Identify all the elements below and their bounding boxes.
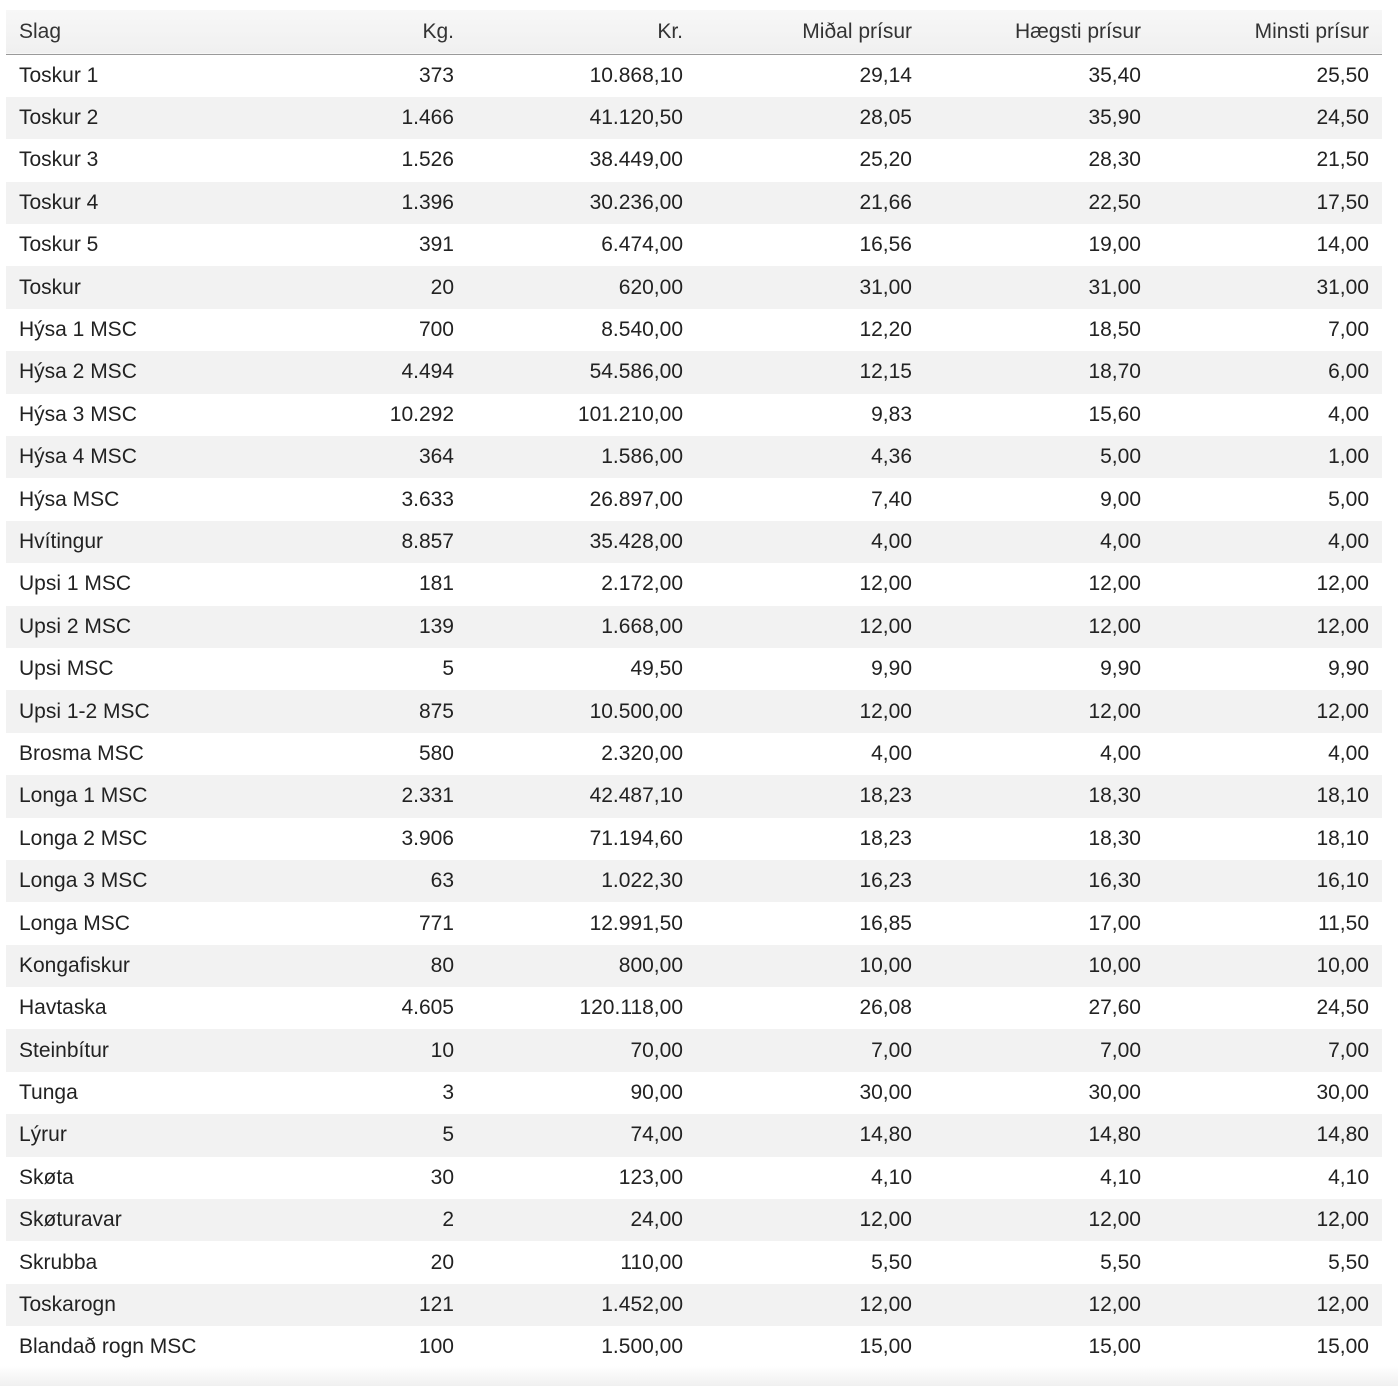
cell-kr: 35.428,00	[589, 529, 683, 553]
cell-kg: 181	[418, 572, 454, 596]
cell-highest-price: 27,60	[1088, 996, 1141, 1020]
cell-kg: 700	[418, 318, 454, 342]
table-row	[6, 1072, 1382, 1114]
cell-kg: 100	[418, 1335, 454, 1359]
cell-highest-price: 12,00	[1088, 614, 1141, 638]
cell-kg: 875	[418, 699, 454, 723]
cell-kg: 1.466	[401, 106, 454, 130]
cell-highest-price: 18,70	[1088, 360, 1141, 384]
cell-highest-price: 12,00	[1088, 1293, 1141, 1317]
cell-kr: 1.586,00	[601, 445, 683, 469]
table-row	[6, 309, 1382, 351]
cell-highest-price: 14,80	[1088, 1123, 1141, 1147]
cell-highest-price: 17,00	[1088, 911, 1141, 935]
cell-kg: 5	[442, 1123, 454, 1147]
cell-average-price: 12,00	[859, 699, 912, 723]
column-header-highest-price[interactable]: Hægsti prísur	[1014, 19, 1141, 43]
cell-kg: 5	[442, 657, 454, 681]
cell-average-price: 9,83	[871, 402, 912, 426]
cell-kg: 771	[418, 911, 454, 935]
cell-highest-price: 19,00	[1088, 233, 1141, 257]
table-row	[6, 97, 1382, 139]
cell-kr: 101.210,00	[577, 402, 683, 426]
cell-slag: Kongafiskur	[19, 953, 130, 977]
cell-lowest-price: 11,50	[1318, 911, 1369, 935]
cell-highest-price: 28,30	[1088, 148, 1141, 172]
cell-kr: 1.022,30	[601, 869, 683, 893]
table-row	[6, 818, 1382, 860]
cell-lowest-price: 1,00	[1328, 445, 1369, 469]
cell-kg: 20	[430, 275, 454, 299]
cell-kg: 364	[418, 445, 454, 469]
table-row	[6, 690, 1382, 732]
column-header-kr[interactable]: Kr.	[657, 19, 683, 43]
cell-lowest-price: 12,00	[1316, 699, 1369, 723]
table-row	[6, 351, 1382, 393]
cell-slag: Longa 1 MSC	[19, 784, 148, 808]
cell-kr: 10.868,10	[589, 63, 683, 87]
table-row	[6, 775, 1382, 817]
cell-highest-price: 31,00	[1088, 275, 1141, 299]
cell-average-price: 4,00	[871, 529, 912, 553]
cell-lowest-price: 24,50	[1316, 106, 1369, 130]
cell-kr: 54.586,00	[589, 360, 683, 384]
cell-kg: 3.633	[401, 487, 454, 511]
table-row	[6, 1157, 1382, 1199]
cell-slag: Toskur 5	[19, 233, 99, 257]
cell-highest-price: 30,00	[1088, 1081, 1141, 1105]
cell-average-price: 30,00	[859, 1081, 912, 1105]
cell-average-price: 16,85	[859, 911, 912, 935]
cell-highest-price: 4,00	[1100, 741, 1141, 765]
cell-kg: 391	[418, 233, 454, 257]
cell-highest-price: 12,00	[1088, 699, 1141, 723]
table-row	[6, 1284, 1382, 1326]
cell-kg: 139	[418, 614, 454, 638]
cell-slag: Hýsa 2 MSC	[19, 360, 137, 384]
cell-average-price: 10,00	[859, 953, 912, 977]
cell-lowest-price: 4,00	[1328, 402, 1369, 426]
cell-lowest-price: 12,00	[1316, 1293, 1369, 1317]
cell-kr: 620,00	[618, 275, 683, 299]
cell-kr: 120.118,00	[579, 996, 683, 1020]
cell-lowest-price: 4,00	[1328, 741, 1369, 765]
table-row	[6, 266, 1382, 308]
cell-lowest-price: 17,50	[1316, 190, 1369, 214]
cell-kr: 42.487,10	[589, 784, 683, 808]
cell-kr: 90,00	[630, 1081, 683, 1105]
cell-kr: 30.236,00	[589, 190, 683, 214]
cell-highest-price: 5,50	[1100, 1250, 1141, 1274]
cell-lowest-price: 18,10	[1316, 826, 1369, 850]
table-row	[6, 1241, 1382, 1283]
cell-kr: 26.897,00	[589, 487, 683, 511]
cell-slag: Skøturavar	[19, 1208, 122, 1232]
cell-highest-price: 18,50	[1088, 318, 1141, 342]
cell-kr: 8.540,00	[601, 318, 683, 342]
cell-average-price: 4,36	[871, 445, 912, 469]
table-row	[6, 1114, 1382, 1156]
cell-slag: Hýsa 1 MSC	[19, 318, 137, 342]
cell-kr: 49,50	[630, 657, 683, 681]
cell-highest-price: 4,00	[1100, 529, 1141, 553]
cell-average-price: 25,20	[859, 148, 912, 172]
cell-average-price: 14,80	[859, 1123, 912, 1147]
table-row	[6, 521, 1382, 563]
cell-highest-price: 7,00	[1100, 1038, 1141, 1062]
cell-average-price: 12,00	[859, 1293, 912, 1317]
cell-slag: Longa 2 MSC	[19, 826, 148, 850]
cell-average-price: 7,00	[871, 1038, 912, 1062]
table-row	[6, 606, 1382, 648]
cell-highest-price: 12,00	[1088, 1208, 1141, 1232]
cell-highest-price: 15,60	[1088, 402, 1141, 426]
cell-highest-price: 5,00	[1100, 445, 1141, 469]
table-row	[6, 563, 1382, 605]
table-row	[6, 902, 1382, 944]
cell-slag: Skøta	[19, 1165, 74, 1189]
fish-price-table	[6, 10, 1382, 1369]
cell-slag: Longa MSC	[19, 911, 130, 935]
cell-average-price: 15,00	[859, 1335, 912, 1359]
cell-average-price: 7,40	[871, 487, 912, 511]
cell-lowest-price: 14,00	[1316, 233, 1369, 257]
table-row	[6, 1326, 1382, 1368]
cell-average-price: 12,00	[859, 572, 912, 596]
table-row	[6, 945, 1382, 987]
cell-average-price: 16,56	[859, 233, 912, 257]
cell-lowest-price: 4,10	[1328, 1165, 1369, 1189]
cell-lowest-price: 16,10	[1316, 869, 1369, 893]
cell-slag: Longa 3 MSC	[19, 869, 148, 893]
table-row	[6, 648, 1382, 690]
cell-kr: 2.320,00	[601, 741, 683, 765]
cell-kg: 1.396	[401, 190, 454, 214]
cell-slag: Upsi 1 MSC	[19, 572, 132, 596]
cell-kr: 71.194,60	[589, 826, 683, 850]
cell-slag: Skrubba	[19, 1250, 98, 1274]
cell-kg: 63	[430, 869, 454, 893]
cell-kr: 800,00	[618, 953, 683, 977]
cell-slag: Tunga	[19, 1081, 78, 1105]
cell-slag: Brosma MSC	[19, 741, 144, 765]
cell-slag: Hýsa 4 MSC	[19, 445, 137, 469]
cell-lowest-price: 7,00	[1328, 318, 1369, 342]
header-row	[6, 10, 1382, 54]
cell-kg: 30	[430, 1165, 454, 1189]
cell-slag: Hýsa 3 MSC	[19, 402, 137, 426]
cell-kg: 4.605	[401, 996, 454, 1020]
cell-kr: 2.172,00	[601, 572, 683, 596]
cell-kg: 1.526	[401, 148, 454, 172]
cell-kg: 10	[430, 1038, 454, 1062]
cell-average-price: 21,66	[859, 190, 912, 214]
cell-average-price: 16,23	[859, 869, 912, 893]
cell-lowest-price: 21,50	[1316, 148, 1369, 172]
cell-slag: Toskur	[19, 275, 81, 299]
cell-slag: Steinbítur	[19, 1038, 109, 1062]
cell-average-price: 4,00	[871, 741, 912, 765]
cell-lowest-price: 25,50	[1316, 63, 1369, 87]
cell-average-price: 18,23	[859, 784, 912, 808]
cell-kr: 10.500,00	[589, 699, 683, 723]
price-table-container	[6, 10, 1382, 1369]
cell-highest-price: 22,50	[1088, 190, 1141, 214]
cell-kr: 110,00	[620, 1250, 683, 1274]
cell-kg: 3.906	[401, 826, 454, 850]
cell-lowest-price: 14,80	[1316, 1123, 1369, 1147]
cell-kg: 80	[430, 953, 454, 977]
cell-kg: 8.857	[401, 529, 454, 553]
cell-lowest-price: 5,50	[1328, 1250, 1369, 1274]
table-row	[6, 1029, 1382, 1071]
cell-lowest-price: 15,00	[1316, 1335, 1369, 1359]
table-header	[6, 10, 1382, 54]
cell-slag: Upsi 1-2 MSC	[19, 699, 150, 723]
cell-slag: Hvítingur	[19, 529, 104, 553]
table-body	[6, 54, 1382, 1369]
cell-average-price: 12,15	[859, 360, 912, 384]
cell-highest-price: 35,40	[1088, 63, 1141, 87]
cell-average-price: 4,10	[871, 1165, 912, 1189]
cell-lowest-price: 5,00	[1328, 487, 1369, 511]
cell-slag: Toskur 3	[19, 148, 99, 172]
cell-highest-price: 10,00	[1088, 953, 1141, 977]
cell-highest-price: 16,30	[1088, 869, 1141, 893]
column-header-lowest-price[interactable]: Minsti prísur	[1254, 19, 1369, 43]
cell-average-price: 31,00	[859, 275, 912, 299]
cell-highest-price: 9,00	[1100, 487, 1141, 511]
cell-highest-price: 15,00	[1088, 1335, 1141, 1359]
cell-kg: 121	[418, 1293, 454, 1317]
cell-lowest-price: 4,00	[1328, 529, 1369, 553]
cell-average-price: 29,14	[859, 63, 912, 87]
cell-highest-price: 18,30	[1088, 826, 1141, 850]
cell-lowest-price: 18,10	[1316, 784, 1369, 808]
table-row	[6, 394, 1382, 436]
cell-slag: Hýsa MSC	[19, 487, 120, 511]
table-row	[6, 1199, 1382, 1241]
cell-lowest-price: 30,00	[1316, 1081, 1369, 1105]
cell-highest-price: 4,10	[1100, 1165, 1141, 1189]
cell-slag: Havtaska	[19, 996, 107, 1020]
cell-lowest-price: 9,90	[1328, 657, 1369, 681]
bottom-fade	[0, 1366, 1398, 1386]
cell-lowest-price: 12,00	[1316, 572, 1369, 596]
cell-lowest-price: 6,00	[1328, 360, 1369, 384]
cell-highest-price: 12,00	[1088, 572, 1141, 596]
cell-kg: 3	[442, 1081, 454, 1105]
cell-kg: 2.331	[401, 784, 454, 808]
table-row	[6, 478, 1382, 520]
table-row	[6, 182, 1382, 224]
cell-slag: Lýrur	[19, 1123, 67, 1147]
cell-kr: 1.452,00	[601, 1293, 683, 1317]
cell-lowest-price: 12,00	[1316, 614, 1369, 638]
column-header-slag[interactable]: Slag	[19, 19, 62, 43]
cell-kg: 10.292	[389, 402, 454, 426]
cell-lowest-price: 7,00	[1328, 1038, 1369, 1062]
cell-slag: Toskur 4	[19, 190, 99, 214]
cell-slag: Upsi MSC	[19, 657, 114, 681]
cell-kr: 1.500,00	[601, 1335, 683, 1359]
cell-lowest-price: 24,50	[1316, 996, 1369, 1020]
cell-kg: 2	[442, 1208, 454, 1232]
cell-kg: 580	[418, 741, 454, 765]
cell-lowest-price: 31,00	[1316, 275, 1369, 299]
cell-average-price: 28,05	[859, 106, 912, 130]
cell-kg: 4.494	[401, 360, 454, 384]
table-row	[6, 860, 1382, 902]
column-header-kg[interactable]: Kg.	[422, 19, 454, 43]
cell-lowest-price: 10,00	[1316, 953, 1369, 977]
cell-average-price: 12,00	[859, 1208, 912, 1232]
cell-kg: 20	[430, 1250, 454, 1274]
cell-average-price: 9,90	[871, 657, 912, 681]
cell-kr: 41.120,50	[589, 106, 683, 130]
cell-slag: Upsi 2 MSC	[19, 614, 132, 638]
cell-kg: 373	[418, 63, 454, 87]
cell-kr: 1.668,00	[601, 614, 683, 638]
cell-kr: 74,00	[630, 1123, 683, 1147]
table-row	[6, 139, 1382, 181]
cell-average-price: 12,20	[859, 318, 912, 342]
table-row	[6, 987, 1382, 1029]
cell-slag: Toskur 2	[19, 106, 99, 130]
cell-kr: 38.449,00	[589, 148, 683, 172]
cell-highest-price: 35,90	[1088, 106, 1141, 130]
cell-highest-price: 9,90	[1100, 657, 1141, 681]
cell-average-price: 5,50	[871, 1250, 912, 1274]
cell-kr: 123,00	[618, 1165, 683, 1189]
cell-highest-price: 18,30	[1088, 784, 1141, 808]
table-row	[6, 436, 1382, 478]
cell-slag: Toskarogn	[19, 1293, 116, 1317]
cell-lowest-price: 12,00	[1316, 1208, 1369, 1232]
column-header-average-price[interactable]: Miðal prísur	[802, 19, 912, 43]
cell-average-price: 26,08	[859, 996, 912, 1020]
cell-slag: Toskur 1	[19, 63, 99, 87]
cell-kr: 6.474,00	[601, 233, 683, 257]
table-row	[6, 224, 1382, 266]
table-row	[6, 54, 1382, 97]
table-row	[6, 733, 1382, 775]
cell-kr: 24,00	[630, 1208, 683, 1232]
cell-kr: 70,00	[630, 1038, 683, 1062]
cell-kr: 12.991,50	[589, 911, 683, 935]
cell-average-price: 12,00	[859, 614, 912, 638]
cell-average-price: 18,23	[859, 826, 912, 850]
cell-slag: Blandað rogn MSC	[19, 1335, 197, 1359]
